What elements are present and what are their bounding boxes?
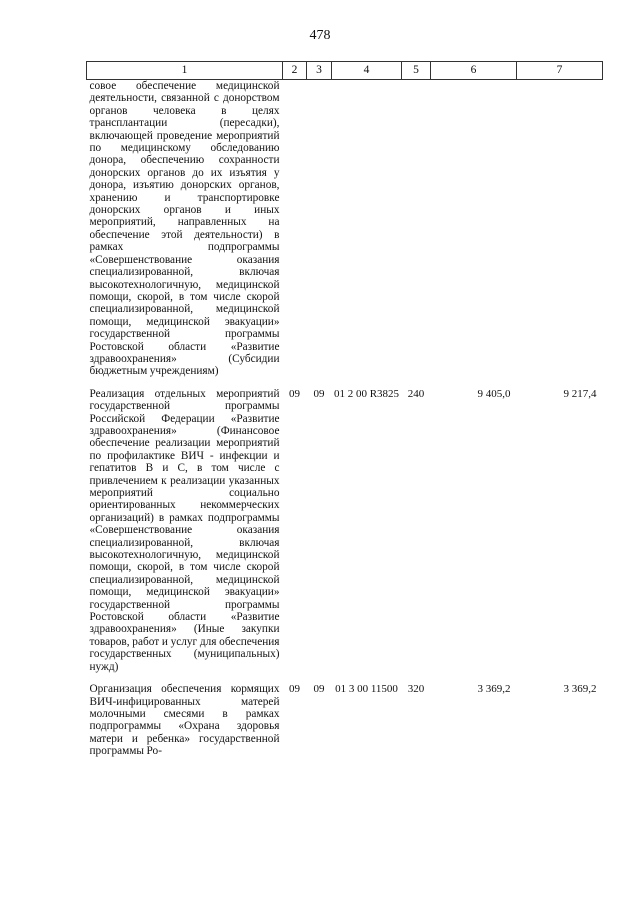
row-target-code: 01 2 00 R3825 [333, 387, 400, 400]
row-description: совое обеспечение медицинской деятельности, связанной с донорством органов человека в целях трансплантации (пересадки), включающей проведение мероприятий по медицинскому обследованию донора, обеспечению сохранности донорских органов до их изъятия у донора, изъятию донорских органов, хранению и транспортировке донорских органов и иных мероприятий, направленных на обеспечение этой деятельности) в рамках подпрограммы «Совершенствование оказания специализированной, включая высокотехнологичную, медицинской помощи, скорой, в том числе скорой специализированной, медицинской помощи, медицинской эвакуации» государственной программы Ростовской области «Развитие здравоохранения» (Субсидии бюджетным учреждениям) [89, 80, 280, 378]
header-col-7: 7 [517, 62, 603, 80]
row-subsection: 09 [313, 387, 325, 400]
header-col-4: 4 [332, 62, 402, 80]
row-target-code: 01 3 00 11500 [335, 683, 398, 696]
row-amount-2: 9 217,4 [563, 387, 597, 400]
row-amount-2: 3 369,2 [563, 683, 597, 696]
row-target-code [332, 80, 402, 388]
row-section [283, 80, 307, 388]
row-amount-1 [431, 80, 517, 388]
header-col-3: 3 [307, 62, 332, 80]
row-expense-type: 320 [407, 683, 425, 696]
header-col-1: 1 [87, 62, 283, 80]
row-subsection [307, 80, 332, 388]
row-amount-1: 9 405,0 [477, 387, 511, 400]
page-number: 478 [309, 28, 331, 43]
table-row [87, 80, 603, 388]
table-body [87, 80, 603, 758]
header-row [87, 62, 603, 80]
row-amount-1: 3 369,2 [477, 683, 511, 696]
table-row [87, 388, 603, 683]
header-col-2: 2 [283, 62, 307, 80]
row-amount-2 [517, 80, 603, 388]
row-section: 09 [289, 387, 300, 400]
header-col-5: 5 [402, 62, 431, 80]
row-expense-type: 240 [407, 387, 425, 400]
table-header [87, 62, 603, 80]
table-row [87, 683, 603, 757]
budget-table [86, 61, 603, 758]
header-col-6: 6 [431, 62, 517, 80]
row-expense-type [402, 80, 431, 388]
row-subsection: 09 [313, 683, 325, 696]
row-description: Организация обеспечения кормящих ВИЧ-инфицированных матерей молочными смесями в рамках подпрограммы «Охрана здоровья матери и ребенка» государственной программы Ро- [89, 683, 280, 758]
row-description: Реализация отдельных мероприятий государственной программы Российской Федерации «Развитие здравоохранения» (Финансовое обеспечение реализации мероприятий по профилактике ВИЧ - инфекции и гепатитов B и C, в том числе с привлечением к реализации указанных мероприятий социально ориентированных некоммерческих организаций) в рамках подпрограммы «Совершенствование оказания специализированной, включая высокотехнологичную, медицинской помощи, скорой, в том числе скорой специализированной, медицинской помощи, медицинской эвакуации» государственной программы Ростовской области «Развитие здравоохранения» (Иные закупки товаров, работ и услуг для обеспечения государственных (муниципальных) нужд) [89, 387, 280, 673]
row-section: 09 [289, 683, 300, 696]
